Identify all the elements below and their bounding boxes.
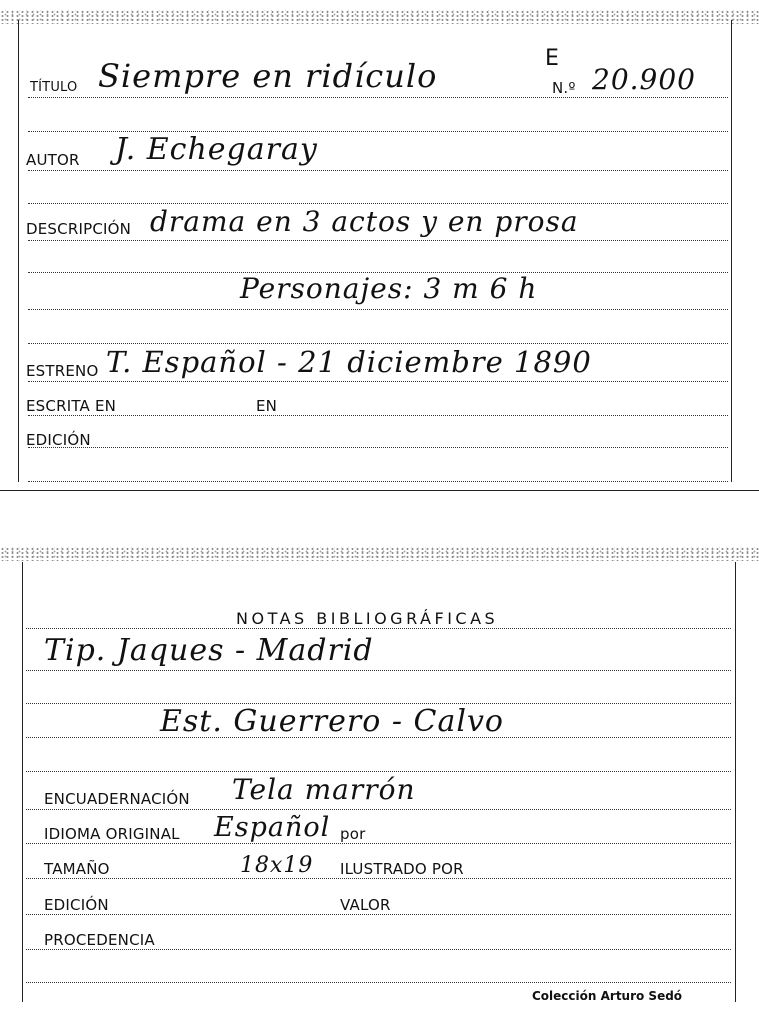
- titulo-label: TÍTULO: [30, 80, 78, 95]
- idioma-label: IDIOMA ORIGINAL: [44, 825, 180, 843]
- numero-label: N.º: [552, 79, 576, 97]
- note-line-1: Tip. Jaques - Madrid: [44, 633, 374, 668]
- note-line-2: Est. Guerrero - Calvo: [160, 704, 504, 739]
- rule: [26, 949, 731, 950]
- rule: [28, 481, 728, 482]
- procedencia-label: PROCEDENCIA: [44, 931, 155, 949]
- rule: [26, 878, 731, 879]
- rule: [28, 343, 728, 344]
- tamano-label: TAMAÑO: [44, 860, 110, 878]
- rule: [28, 381, 728, 382]
- encuadernacion-label: ENCUADERNACIÓN: [44, 790, 190, 808]
- valor-label: VALOR: [340, 896, 391, 914]
- tamano-value: 18x19: [240, 853, 314, 878]
- collection-credit: Colección Arturo Sedó: [532, 989, 683, 1003]
- card-1-bottom-edge: [0, 490, 759, 491]
- estreno-label: ESTRENO: [26, 362, 99, 380]
- rule: [28, 97, 728, 98]
- corner-mark: E: [545, 46, 560, 71]
- rule: [28, 170, 728, 171]
- encuadernacion-value: Tela marrón: [232, 773, 416, 806]
- rule: [28, 309, 728, 310]
- rule: [28, 447, 728, 448]
- en-label: EN: [256, 397, 278, 415]
- autor-value: J. Echegaray: [115, 132, 318, 167]
- notas-heading: NOTAS BIBLIOGRÁFICAS: [236, 609, 499, 628]
- por-label: por: [340, 825, 366, 843]
- rule: [26, 982, 731, 983]
- rule: [28, 240, 728, 241]
- rule: [26, 737, 731, 738]
- rule: [28, 203, 728, 204]
- personajes-value: Personajes: 3 m 6 h: [240, 272, 538, 305]
- card-2-top-edge: [0, 547, 759, 561]
- rule: [26, 628, 731, 629]
- descripcion-label: DESCRIPCIÓN: [26, 220, 132, 238]
- edicion-label-1: EDICIÓN: [26, 431, 91, 449]
- numero-value: 20.900: [592, 63, 696, 96]
- titulo-value: Siempre en ridículo: [98, 57, 438, 95]
- descripcion-value: drama en 3 actos y en prosa: [150, 205, 579, 238]
- rule: [26, 843, 731, 844]
- rule: [26, 914, 731, 915]
- estreno-value: T. Español - 21 diciembre 1890: [106, 345, 592, 379]
- edicion-label-2: EDICIÓN: [44, 896, 109, 914]
- idioma-value: Español: [214, 812, 331, 843]
- autor-label: AUTOR: [26, 151, 80, 169]
- escrita-en-label: ESCRITA EN: [26, 397, 117, 415]
- rule: [26, 771, 731, 772]
- ilustrado-label: ILUSTRADO POR: [340, 860, 464, 878]
- rule: [28, 415, 728, 416]
- rule: [26, 670, 731, 671]
- rule: [26, 809, 731, 810]
